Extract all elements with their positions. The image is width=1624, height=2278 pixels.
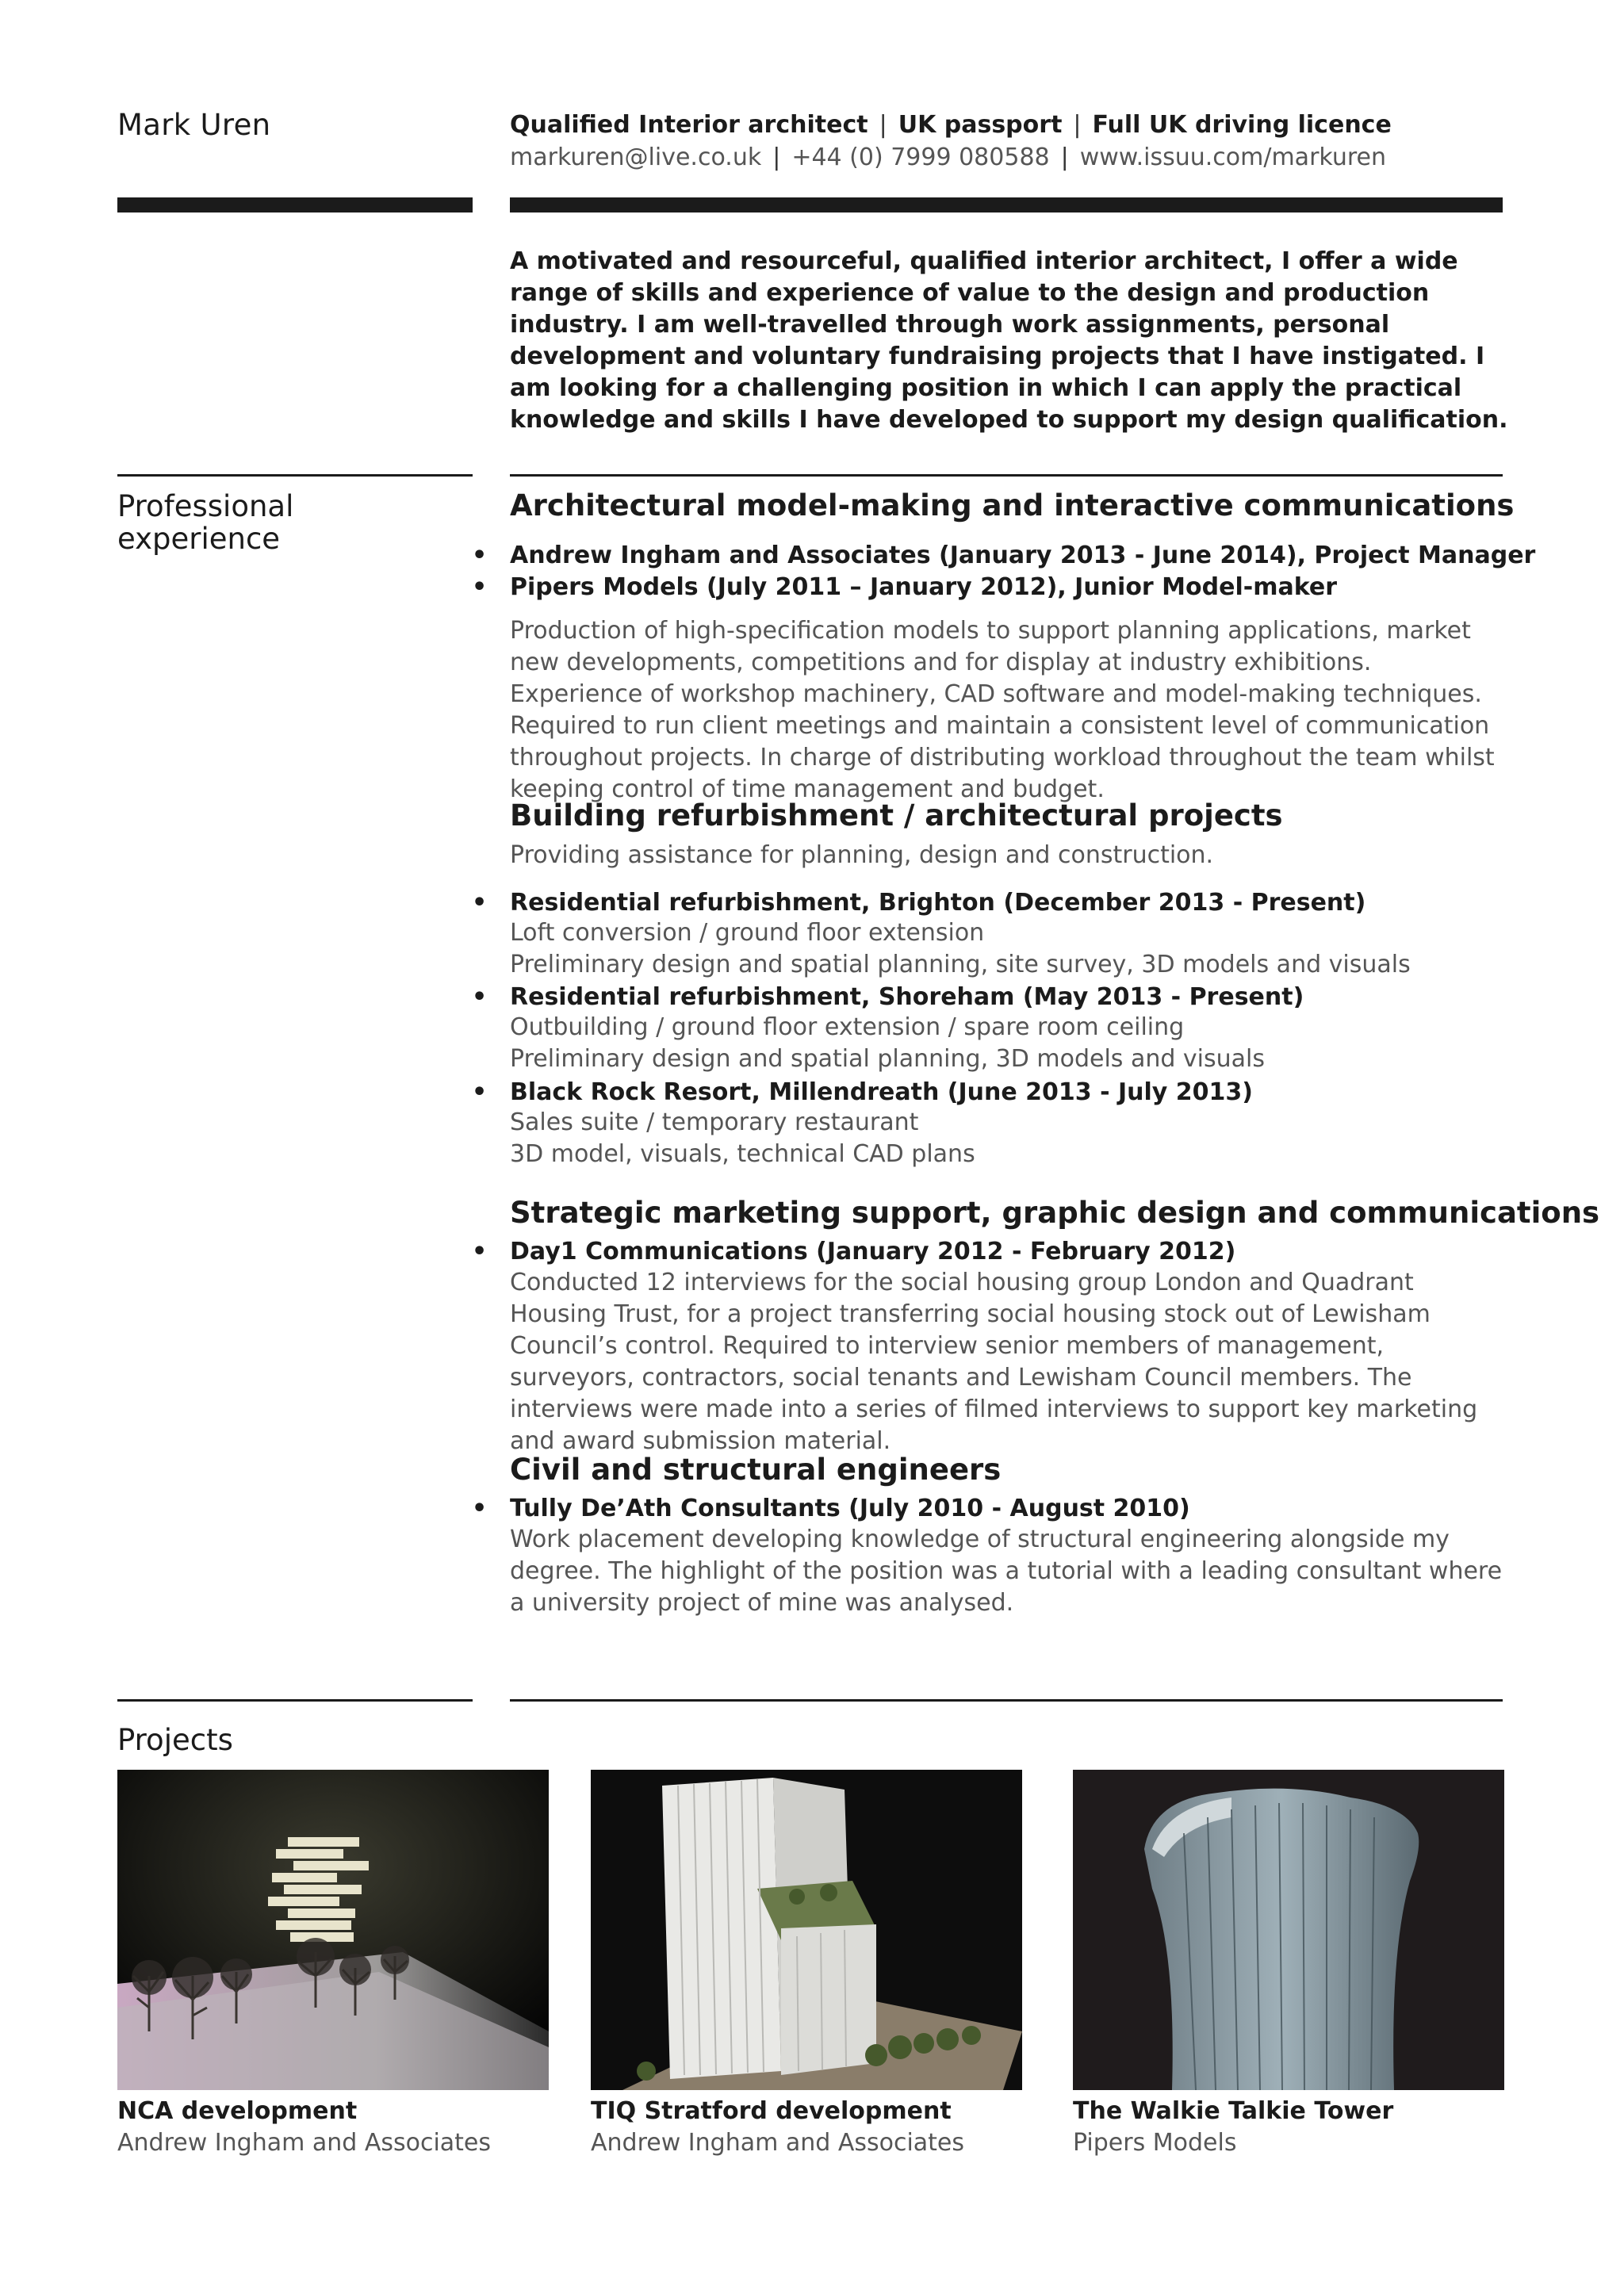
project-black-rock: • Black Rock Resort, Millendreath (June 2013 - July 2013) xyxy=(510,1078,1253,1106)
header-credentials xyxy=(510,111,1392,139)
credential-passport: UK passport xyxy=(898,111,1063,139)
model-making-description: Production of high-specification models to support planning applications, market new developments, competitions and for display at industry exhibitions. Experience of workshop machinery, CAD software and model-making techniques. Required to run client meetings and maintain a consistent level of communication throughout projects. In charge of distributing workload throughout the team whilst keeping control of time management and budget. xyxy=(510,617,1495,803)
contact-website[interactable]: www.issuu.com/markuren xyxy=(1079,144,1387,171)
project-detail: Outbuilding / ground floor extension / spare room ceiling xyxy=(510,1013,1185,1041)
job-andrew-ingham: • Andrew Ingham and Associates (January 2013 - June 2014), Project Manager xyxy=(510,542,1535,569)
contact-email[interactable]: markuren@live.co.uk xyxy=(510,144,762,171)
engineers-description: Work placement developing knowledge of structural engineering alongside my degree. The highlight of the position was a tutorial with a leading consultant where a university project of mine was analysed. xyxy=(510,1526,1503,1617)
separator: | xyxy=(1073,111,1082,139)
header-bar-right xyxy=(510,197,1503,212)
project-client: Andrew Ingham and Associates xyxy=(117,2129,492,2157)
separator: | xyxy=(879,111,887,139)
section-title-line: Professional xyxy=(117,489,294,523)
section-title-experience xyxy=(117,490,293,555)
intro-statement: A motivated and resourceful, qualified interior architect, I offer a wide range of skills and experience of value to the design and production industry. I am well-travelled through work assignments, personal development and voluntary fundraising projects that I have instigated. I am looking for a challenging position in which I can apply the practical knowledge and skills I have developed to support my design qualification. xyxy=(510,247,1508,434)
project-brighton: • Residential refurbishment, Brighton (December 2013 - Present) xyxy=(510,889,1365,917)
candidate-name: Mark Uren xyxy=(117,108,271,142)
credential-qualification: Qualified Interior architect xyxy=(510,111,868,139)
project-detail: Preliminary design and spatial planning, site survey, 3D models and visuals xyxy=(510,951,1411,978)
header-bar-left xyxy=(117,197,473,212)
nca-model-photo xyxy=(117,1770,549,2090)
project-client: Andrew Ingham and Associates xyxy=(591,2129,965,2157)
walkie-talkie-model-photo xyxy=(1073,1770,1504,2090)
contact-phone: +44 (0) 7999 080588 xyxy=(791,144,1050,171)
project-detail: Loft conversion / ground floor extension xyxy=(510,919,985,947)
project-detail: 3D model, visuals, technical CAD plans xyxy=(510,1140,975,1168)
section-title-projects: Projects xyxy=(117,1723,233,1757)
credential-licence: Full UK driving licence xyxy=(1092,111,1392,139)
project-title: The Walkie Talkie Tower xyxy=(1073,2097,1394,2125)
header-contact xyxy=(510,144,1386,171)
section-title-line: experience xyxy=(117,522,281,556)
project-detail: Preliminary design and spatial planning, 3D models and visuals xyxy=(510,1045,1266,1073)
marketing-description: Conducted 12 interviews for the social housing group London and Quadrant Housing Trust, for a project transferring social housing stock out of Lewisham Council’s control. Required to interview senior members of management, surveyors, contractors, social tenants and Lewisham Council members. The interviews were made into a series of filmed interviews to support key marketing and award submission material. xyxy=(510,1269,1478,1455)
separator: | xyxy=(1060,144,1069,171)
heading-model-making: Architectural model-making and interactive communications xyxy=(510,488,1515,523)
heading-marketing: Strategic marketing support, graphic design and communications xyxy=(510,1196,1600,1230)
refurbishment-summary: Providing assistance for planning, design and construction. xyxy=(510,841,1214,869)
job-pipers-models: • Pipers Models (July 2011 – January 2012), Junior Model-maker xyxy=(510,573,1337,601)
heading-engineers: Civil and structural engineers xyxy=(510,1453,1002,1487)
job-day1: • Day1 Communications (January 2012 - February 2012) xyxy=(510,1238,1235,1265)
section-rule-left xyxy=(117,474,473,477)
section-rule-left xyxy=(117,1699,473,1702)
tiq-stratford-model-photo xyxy=(591,1770,1022,2090)
separator: | xyxy=(772,144,781,171)
project-shoreham: • Residential refurbishment, Shoreham (May 2013 - Present) xyxy=(510,983,1304,1011)
project-client: Pipers Models xyxy=(1073,2129,1237,2157)
project-detail: Sales suite / temporary restaurant xyxy=(510,1108,919,1136)
job-tully-death: • Tully De’Ath Consultants (July 2010 - August 2010) xyxy=(510,1495,1190,1522)
section-rule-right xyxy=(510,1699,1503,1702)
heading-refurbishment: Building refurbishment / architectural projects xyxy=(510,798,1283,833)
project-title: NCA development xyxy=(117,2097,358,2125)
section-rule-right xyxy=(510,474,1503,477)
project-title: TIQ Stratford development xyxy=(591,2097,952,2125)
